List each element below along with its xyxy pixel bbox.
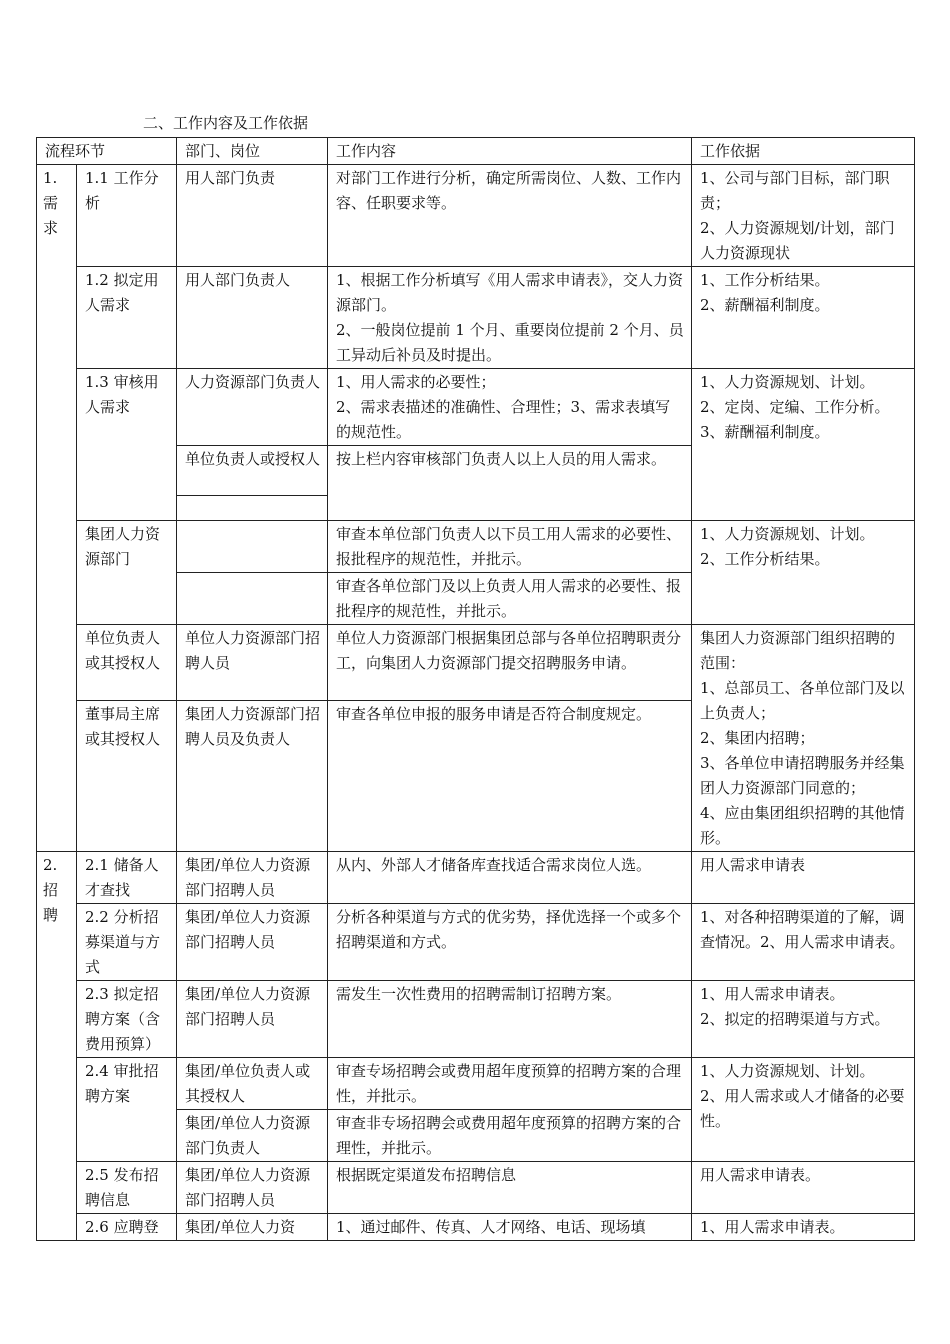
dept-cell-empty bbox=[177, 496, 328, 521]
step-cell: 2.1 储备人才查找 bbox=[77, 852, 177, 904]
dept-cell: 人力资源部门负责人 bbox=[177, 369, 328, 446]
step-cell: 单位负责人或其授权人 bbox=[77, 625, 177, 701]
step-cell: 董事局主席或其授权人 bbox=[77, 700, 177, 851]
basis-cell: 1、人力资源规划、计划。 2、工作分析结果。 bbox=[692, 521, 915, 625]
dept-cell-empty bbox=[177, 521, 328, 573]
step-cell: 1.2 拟定用人需求 bbox=[77, 267, 177, 369]
table-row bbox=[37, 1162, 915, 1214]
table-row bbox=[37, 165, 915, 267]
stage-label-2: 2. 招 聘 bbox=[37, 852, 77, 1241]
section-title: 二、工作内容及工作依据 bbox=[143, 114, 309, 132]
dept-cell: 集团/单位人力资源部门招聘人员 bbox=[177, 904, 328, 981]
table-row bbox=[37, 521, 915, 573]
dept-cell: 集团人力资源部门招聘人员及负责人 bbox=[177, 700, 328, 851]
dept-cell: 用人部门负责人 bbox=[177, 267, 328, 369]
basis-cell: 集团人力资源部门组织招聘的范围： 1、总部员工、各单位部门及以上负责人； 2、集团内招聘； 3、各单位申请招聘服务并经集团人力资源部门同意的； 4、应由集团组织招聘的其他情形。 bbox=[692, 625, 915, 852]
step-cell: 2.3 拟定招聘方案（含费用预算） bbox=[77, 981, 177, 1058]
basis-cell: 1、用人需求申请表。 2、拟定的招聘渠道与方式。 bbox=[692, 981, 915, 1058]
header-dept: 部门、岗位 bbox=[177, 138, 328, 165]
work-cell: 单位人力资源部门根据集团总部与各单位招聘职责分工，向集团人力资源部门提交招聘服务申请。 bbox=[328, 625, 692, 701]
work-cell: 审查专场招聘会或费用超年度预算的招聘方案的合理性，并批示。 bbox=[328, 1058, 692, 1110]
work-cell: 1、通过邮件、传真、人才网络、电话、现场填 bbox=[328, 1214, 692, 1241]
header-row bbox=[37, 138, 915, 165]
step-cell: 2.4 审批招聘方案 bbox=[77, 1058, 177, 1162]
work-cell: 分析各种渠道与方式的优劣势，择优选择一个或多个招聘渠道和方式。 bbox=[328, 904, 692, 981]
header-stage: 流程环节 bbox=[37, 138, 177, 165]
dept-cell: 集团/单位人力资源部门招聘人员 bbox=[177, 852, 328, 904]
basis-cell: 用人需求申请表 bbox=[692, 852, 915, 904]
work-cell: 审查本单位部门负责人以下员工用人需求的必要性、报批程序的规范性，并批示。 bbox=[328, 521, 692, 573]
dept-cell: 用人部门负责 bbox=[177, 165, 328, 267]
work-cell: 审查各单位部门及以上负责人用人需求的必要性、报批程序的规范性，并批示。 bbox=[328, 573, 692, 625]
step-cell: 1.3 审核用人需求 bbox=[77, 369, 177, 521]
work-cell: 审查各单位申报的服务申请是否符合制度规定。 bbox=[328, 700, 692, 851]
table-row bbox=[37, 852, 915, 904]
stage-label-1: 1. 需 求 bbox=[37, 165, 77, 852]
work-cell: 按上栏内容审核部门负责人以上人员的用人需求。 bbox=[328, 446, 692, 521]
table-row bbox=[37, 1214, 915, 1241]
header-work: 工作内容 bbox=[328, 138, 692, 165]
dept-cell: 单位人力资源部门招聘人员 bbox=[177, 625, 328, 701]
step-cell: 2.6 应聘登 bbox=[77, 1214, 177, 1241]
basis-cell: 1、对各种招聘渠道的了解，调查情况。2、用人需求申请表。 bbox=[692, 904, 915, 981]
step-cell: 1.1 工作分析 bbox=[77, 165, 177, 267]
table-row bbox=[37, 267, 915, 369]
header-basis: 工作依据 bbox=[692, 138, 915, 165]
dept-cell: 集团/单位人力资源部门招聘人员 bbox=[177, 981, 328, 1058]
basis-cell: 用人需求申请表。 bbox=[692, 1162, 915, 1214]
step-cell: 集团人力资源部门 bbox=[77, 521, 177, 625]
dept-cell-empty bbox=[177, 573, 328, 625]
work-cell: 1、用人需求的必要性； 2、需求表描述的准确性、合理性；3、需求表填写的规范性。 bbox=[328, 369, 692, 446]
dept-cell: 集团/单位负责人或其授权人 bbox=[177, 1058, 328, 1110]
step-cell: 2.2 分析招募渠道与方式 bbox=[77, 904, 177, 981]
basis-cell: 1、用人需求申请表。 bbox=[692, 1214, 915, 1241]
basis-cell: 1、人力资源规划、计划。 2、用人需求或人才储备的必要性。 bbox=[692, 1058, 915, 1162]
work-cell: 需发生一次性费用的招聘需制订招聘方案。 bbox=[328, 981, 692, 1058]
work-cell: 根据既定渠道发布招聘信息 bbox=[328, 1162, 692, 1214]
work-cell: 1、根据工作分析填写《用人需求申请表》，交人力资源部门。 2、一般岗位提前 1 个月、重要岗位提前 2 个月、员工异动后补员及时提出。 bbox=[328, 267, 692, 369]
basis-cell: 1、工作分析结果。 2、薪酬福利制度。 bbox=[692, 267, 915, 369]
process-table bbox=[36, 137, 915, 1241]
dept-cell: 集团/单位人力资 bbox=[177, 1214, 328, 1241]
basis-cell: 1、公司与部门目标，部门职责； 2、人力资源规划/计划，部门人力资源现状 bbox=[692, 165, 915, 267]
work-cell: 从内、外部人才储备库查找适合需求岗位人选。 bbox=[328, 852, 692, 904]
table-row bbox=[37, 369, 915, 446]
work-cell: 对部门工作进行分析，确定所需岗位、人数、工作内容、任职要求等。 bbox=[328, 165, 692, 267]
table-row bbox=[37, 981, 915, 1058]
dept-cell: 集团/单位人力资源部门招聘人员 bbox=[177, 1162, 328, 1214]
step-cell: 2.5 发布招聘信息 bbox=[77, 1162, 177, 1214]
table-row bbox=[37, 625, 915, 701]
dept-cell: 集团/单位人力资源部门负责人 bbox=[177, 1110, 328, 1162]
dept-cell: 单位负责人或授权人 bbox=[177, 446, 328, 496]
basis-cell: 1、人力资源规划、计划。 2、定岗、定编、工作分析。 3、薪酬福利制度。 bbox=[692, 369, 915, 521]
table-row bbox=[37, 1058, 915, 1110]
table-row bbox=[37, 904, 915, 981]
work-cell: 审查非专场招聘会或费用超年度预算的招聘方案的合理性，并批示。 bbox=[328, 1110, 692, 1162]
